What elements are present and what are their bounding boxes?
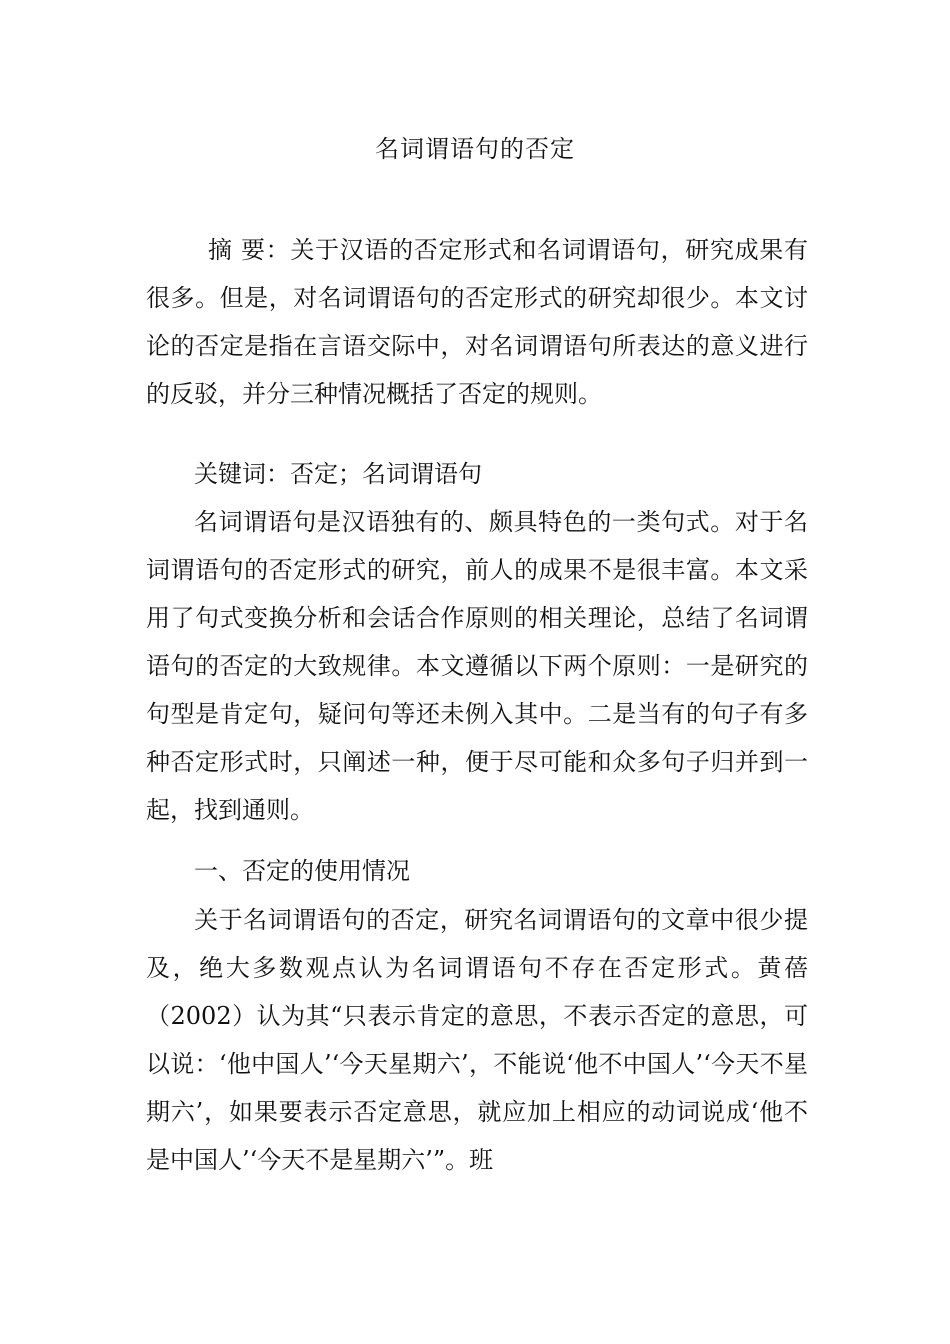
body-paragraph: 名词谓语句是汉语独有的、颇具特色的一类句式。对于名词谓语句的否定形式的研究，前人的成果不是很丰富。本文采用了句式变换分析和会话合作原则的相关理论，总结了名词谓语句的否定的大致规律。本文遵循以下两个原则：一是研究的句型是肯定句，疑问句等还未例入其中。二是当有的句子有多种否定形式时，只阐述一种，便于尽可能和众多句子归并到一起，找到通则。	[146, 508, 808, 824]
document-title: 名词谓语句的否定	[375, 135, 575, 163]
body-paragraph: 关于名词谓语句的否定，研究名词谓语句的文章中很少提及，绝大多数观点认为名词谓语句不存在否定形式。黄蓓（2002）认为其“只表示肯定的意思，不表示否定的意思，可以说：‘他中国人’‘今天星期六’，不能说‘他不中国人’‘今天不星期六’，如果要表示否定意思，就应加上相应的动词说成‘他不是中国人’‘今天不是星期六’”。班	[146, 906, 808, 1174]
keywords-line: 关键词：否定；名词谓语句	[194, 460, 482, 488]
section-heading: 一、否定的使用情况	[194, 857, 410, 885]
abstract-paragraph: 摘 要：关于汉语的否定形式和名词谓语句，研究成果有很多。但是，对名词谓语句的否定形式的研究却很少。本文讨论的否定是指在言语交际中，对名词谓语句所表达的意义进行的反驳，并分三种情况概括了否定的规则。	[146, 236, 808, 408]
